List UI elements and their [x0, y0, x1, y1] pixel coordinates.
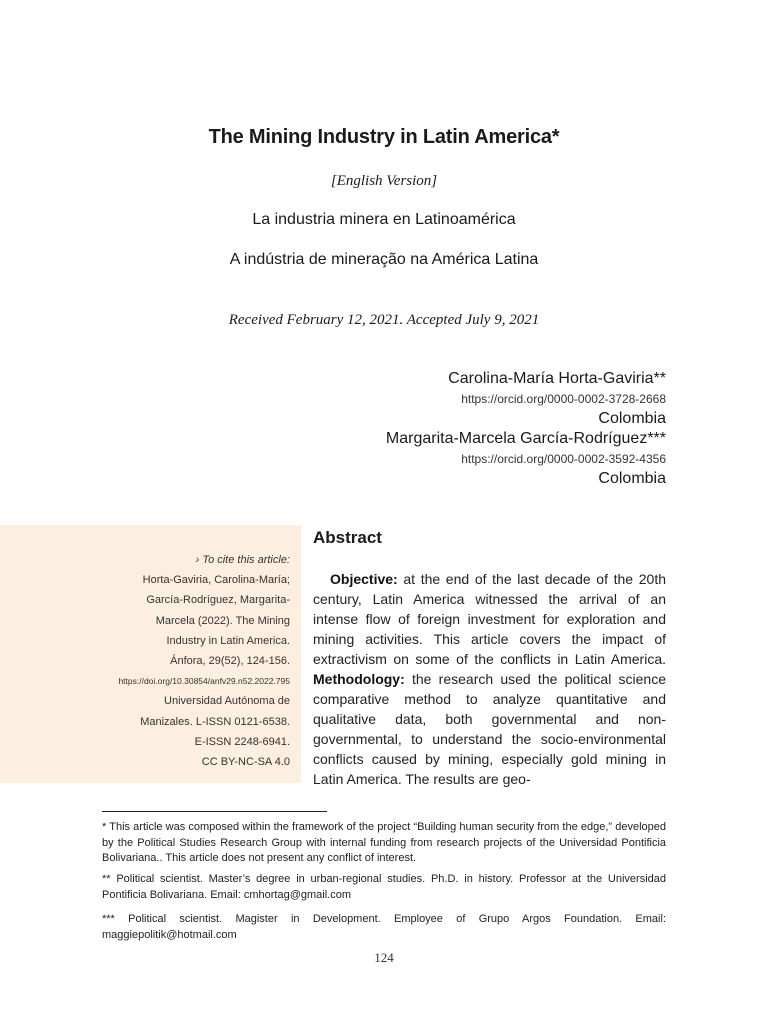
orcid-link[interactable]: https://orcid.org/0000-0002-3592-4356	[461, 452, 666, 466]
author-block	[386, 369, 666, 489]
objective-text: at the end of the last decade of the 20th century, Latin America witnessed the arrival of an intense flow of foreign investment for exploration and mining activities. This article covers the impact of extractivism on some of the conflicts in Latin America.	[313, 571, 666, 667]
article-title: The Mining Industry in Latin America*	[208, 126, 560, 148]
citation-line: Marcela (2022). The Mining	[155, 614, 290, 627]
citation-line: Universidad Autónoma de	[164, 695, 290, 708]
citation-line: Ánfora, 29(52), 124-156.	[170, 655, 290, 668]
citation-line: Manizales. L-ISSN 0121-6538.	[140, 715, 290, 728]
version-label: [English Version]	[330, 173, 438, 189]
citation-text	[100, 550, 290, 772]
abstract-heading: Abstract	[313, 528, 382, 547]
citation-line: Industry in Latin America.	[166, 634, 290, 647]
author-name: Carolina-María Horta-Gaviria**	[448, 370, 666, 387]
page-number: 124	[374, 950, 394, 965]
author-country: Colombia	[598, 470, 666, 487]
received-accepted-dates: Received February 12, 2021. Accepted July 9, 2021	[228, 312, 540, 328]
abstract-body	[313, 569, 666, 789]
orcid-link[interactable]: https://orcid.org/0000-0002-3728-2668	[461, 392, 666, 406]
citation-line: CC BY-NC-SA 4.0	[201, 756, 290, 769]
citation-doi-link[interactable]: https://doi.org/10.30854/anfv29.n52.2022.795	[118, 676, 290, 687]
author-country: Colombia	[598, 410, 666, 427]
footnote-1: * This article was composed within the framework of the project “Building human security from the edge,” developed by the Political Studies Research Group with internal funding from research projects of the Universidad Pontificia Bolivariana.. This article does not present any conflict of interest.	[102, 821, 666, 864]
citation-line: García-Rodríguez, Margarita-	[146, 594, 290, 607]
citation-label: › To cite this article:	[195, 554, 290, 566]
alt-title-spanish: La industria minera en Latinoamérica	[252, 211, 516, 228]
objective-label: Objective:	[330, 571, 398, 587]
methodology-label: Methodology:	[313, 671, 405, 687]
citation-line: Horta-Gaviria, Carolina-María;	[142, 574, 290, 587]
methodology-text: the research used the political science comparative method to analyze quantitative and qualitative data, both governmental and non-governmental, to understand the socio-environmental conflicts caused by mining, especially gold mining in Latin America. The results are geo-	[313, 671, 666, 787]
footnote-2: ** Political scientist. Master’s degree in urban-regional studies. Ph.D. in history. Professor at the Universidad Pontificia Bolivariana. Email: cmhortag@gmail.com	[102, 873, 666, 901]
author-name: Margarita-Marcela García-Rodríguez***	[385, 430, 666, 447]
footnote-divider	[102, 811, 327, 812]
citation-line: E-ISSN 2248-6941.	[194, 735, 290, 748]
footnote-3: *** Political scientist. Magister in Development. Employee of Grupo Argos Foundation. Email: maggiepolitik@hotmail.com	[102, 913, 666, 941]
alt-title-portuguese: A indústria de mineração na América Latina	[229, 251, 539, 268]
